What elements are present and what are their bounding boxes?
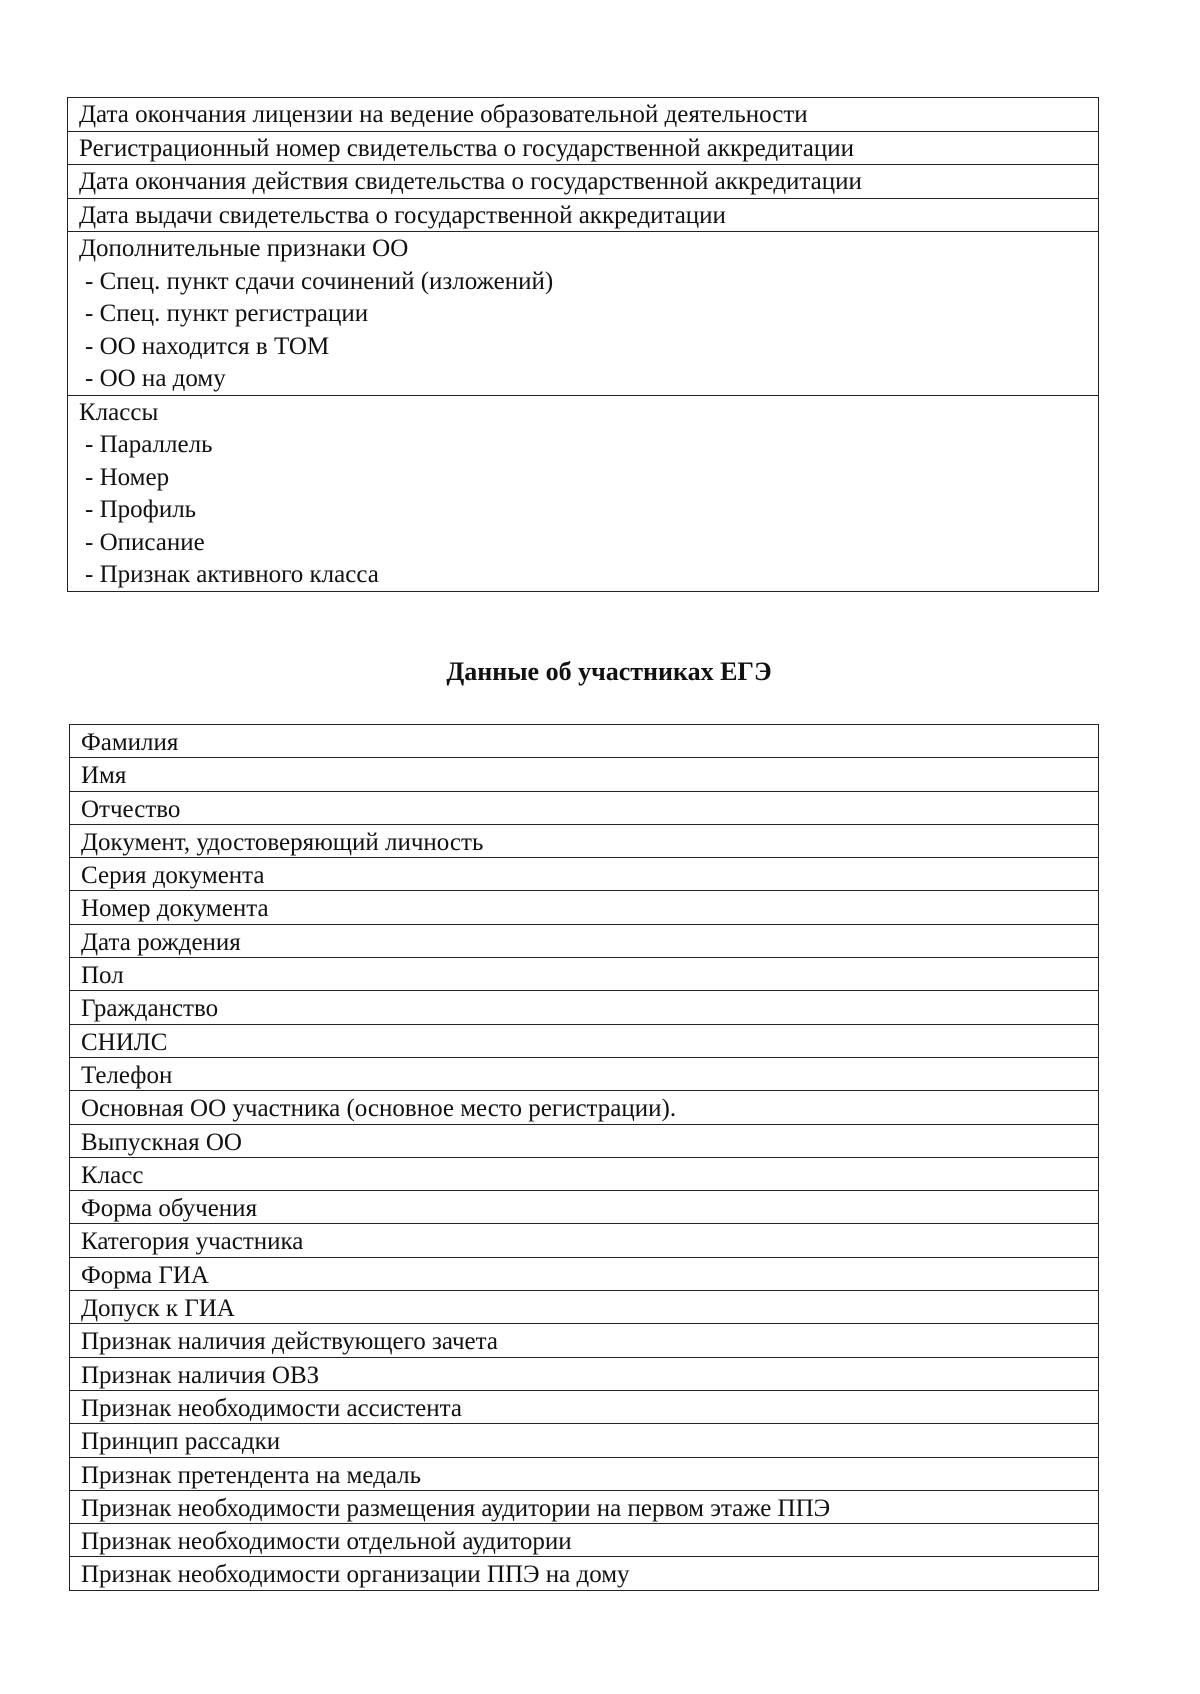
table-row bbox=[68, 231, 1098, 395]
row-label: Классы bbox=[79, 398, 159, 426]
table-row: Гражданство bbox=[70, 990, 1098, 1023]
row-sub-item: - Профиль bbox=[85, 496, 197, 523]
section-title: Данные об участниках ЕГЭ bbox=[446, 657, 772, 686]
row-sub-item: - Параллель bbox=[85, 431, 213, 458]
table-row: Номер документа bbox=[70, 890, 1098, 923]
table-row: Телефон bbox=[70, 1057, 1098, 1090]
table-row: Серия документа bbox=[70, 857, 1098, 890]
row-label: Дата выдачи свидетельства о государственной аккредитации bbox=[79, 201, 726, 229]
table-row: Признак необходимости размещения аудитории на первом этаже ППЭ bbox=[70, 1490, 1098, 1523]
table-row: Пол bbox=[70, 957, 1098, 990]
table-row: Признак наличия ОВЗ bbox=[70, 1357, 1098, 1390]
table-row bbox=[68, 198, 1098, 232]
table-row: Допуск к ГИА bbox=[70, 1290, 1098, 1323]
row-sub-item: - Описание bbox=[85, 528, 205, 556]
row-label: Дата окончания лицензии на ведение образовательной деятельности bbox=[79, 101, 808, 128]
table-row: Отчество bbox=[70, 791, 1098, 824]
table-row: Имя bbox=[70, 757, 1098, 790]
table-row: Категория участника bbox=[70, 1223, 1098, 1256]
row-label: Дополнительные признаки ОО bbox=[79, 235, 409, 262]
table-row: Дата рождения bbox=[70, 924, 1098, 957]
row-sub-item: - Признак активного класса bbox=[85, 561, 379, 588]
table-row bbox=[68, 131, 1098, 165]
table-row: Признак необходимости ассистента bbox=[70, 1390, 1098, 1423]
row-sub-item: - Спец. пункт сдачи сочинений (изложений) bbox=[85, 267, 554, 295]
table-row: Признак претендента на медаль bbox=[70, 1457, 1098, 1490]
table-row: СНИЛС bbox=[70, 1024, 1098, 1057]
table-row: Основная ОО участника (основное место регистрации). bbox=[70, 1090, 1098, 1123]
table-row: Принцип рассадки bbox=[70, 1423, 1098, 1456]
table-row: Признак необходимости отдельной аудитории bbox=[70, 1523, 1098, 1556]
table-row: Документ, удостоверяющий личность bbox=[70, 824, 1098, 857]
table-row bbox=[68, 98, 1098, 131]
table-row: Фамилия bbox=[81, 729, 179, 756]
table-row: Признак необходимости организации ППЭ на дому bbox=[70, 1556, 1098, 1589]
table-row bbox=[68, 164, 1098, 198]
table-row bbox=[68, 395, 1098, 591]
row-sub-item: - ОО на дому bbox=[85, 365, 226, 392]
row-sub-item: - Спец. пункт регистрации bbox=[85, 300, 369, 327]
table-row: Форма ГИА bbox=[70, 1257, 1098, 1290]
table-row: Признак наличия действующего зачета bbox=[70, 1323, 1098, 1356]
table-row: Выпускная ОО bbox=[70, 1124, 1098, 1157]
table-row: Класс bbox=[70, 1157, 1098, 1190]
table-row: Форма обучения bbox=[70, 1190, 1098, 1223]
row-sub-item: - ОО находится в ТОМ bbox=[85, 332, 330, 360]
organization-fields-table bbox=[67, 97, 1099, 592]
row-label: Дата окончания действия свидетельства о государственной аккредитации bbox=[79, 168, 862, 195]
row-label: Регистрационный номер свидетельства о государственной аккредитации bbox=[79, 134, 854, 162]
participant-fields-table bbox=[69, 724, 1099, 1591]
row-sub-item: - Номер bbox=[85, 463, 170, 491]
